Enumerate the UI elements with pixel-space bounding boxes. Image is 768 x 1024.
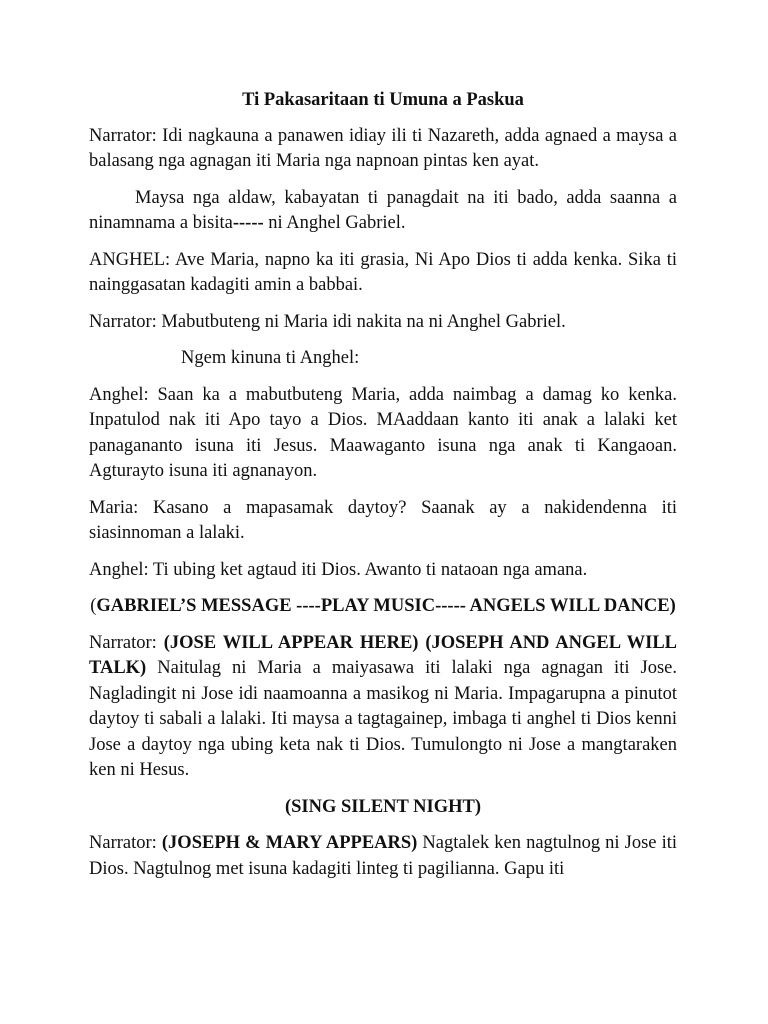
paragraph-maria-question: Maria: Kasano a mapasamak daytoy? Saanak ay a nakidendenna iti siasinnoman a lalaki. bbox=[89, 497, 677, 543]
stage-direction-silent-night: (SING SILENT NIGHT) bbox=[284, 796, 482, 817]
paragraph-visit-ending: ni Anghel Gabriel. bbox=[263, 213, 406, 233]
stage-direction-jose: (JOSE WILL APPEAR HERE) (JOSEPH AND ANGEL WILL TALK) bbox=[89, 632, 678, 678]
paragraph-maria-afraid: Narrator: Mabutbuteng ni Maria idi nakita na ni Anghel Gabriel. bbox=[89, 311, 566, 332]
speaker-label: Narrator: bbox=[89, 833, 162, 853]
document-title: Ti Pakasaritaan ti Umuna a Paskua bbox=[242, 90, 524, 110]
document-body bbox=[89, 88, 677, 893]
dash-separator: ----- bbox=[232, 213, 264, 233]
stage-direction-gabriel bbox=[89, 594, 677, 620]
paragraph-angel-said: Ngem kinuna ti Anghel: bbox=[181, 348, 360, 368]
stage-direction-open-paren: ( bbox=[90, 596, 97, 616]
paragraph-angel-greeting: ANGHEL: Ave Maria, napno ka iti grasia, Ni Apo Dios ti adda kenka. Sika ti nainggasatan kadagiti amin a babbai. bbox=[89, 249, 677, 295]
stage-direction-gabriel-text: GABRIEL’S MESSAGE ----PLAY MUSIC----- ANGELS WILL DANCE) bbox=[96, 596, 676, 616]
paragraph-joseph-mary bbox=[89, 831, 677, 882]
paragraph-angel-message: Anghel: Saan ka a mabutbuteng Maria, adda naimbag a damag ko kenka. Inpatulod nak iti Apo tayo a Dios. MAaddaan kanto iti anak a lalaki ket panagananto isuna iti Jesus. Maawaganto isuna nga anak ti Kangaoan. Agturayto isuna iti agnanayon. bbox=[89, 384, 677, 481]
paragraph-narrator-intro: Narrator: Idi nagkauna a panawen idiay ili ti Nazareth, adda agnaed a maysa a balasang nga agnagan iti Maria nga napnoan pintas ken ayat. bbox=[89, 125, 677, 171]
speaker-label: Narrator: bbox=[89, 632, 164, 653]
paragraph-joseph-mary-text: Nagtalek ken nagtulnog ni Jose iti Dios. Nagtulnog met isuna kadagiti linteg ti pagilianna. Gapu iti bbox=[89, 833, 678, 879]
paragraph-jose-text: Naitulag ni Maria a maiyasawa iti lalaki nga agnagan iti Jose. Nagladingit ni Jose idi naamoanna a masikog ni Maria. Impagarupna a pinutot daytoy ti sabali a lalaki. Iti maysa a tagtagainep, imbaga ti anghel ti Dios kenni Jose a daytoy nga ubing keta nak ti Dios. Tumulongto ni Jose a mangtaraken ken ni Hesus. bbox=[89, 658, 677, 780]
paragraph-jose bbox=[89, 631, 677, 784]
paragraph-visit-text: Maysa nga aldaw, kabayatan ti panagdait na iti bado, adda saanna a ninamnama a bisita bbox=[89, 187, 677, 233]
paragraph-visit bbox=[89, 186, 677, 237]
paragraph-angel-answer: Anghel: Ti ubing ket agtaud iti Dios. Awanto ti nataoan nga amana. bbox=[89, 559, 588, 580]
stage-direction-joseph-mary: (JOSEPH & MARY APPEARS) bbox=[161, 833, 418, 853]
